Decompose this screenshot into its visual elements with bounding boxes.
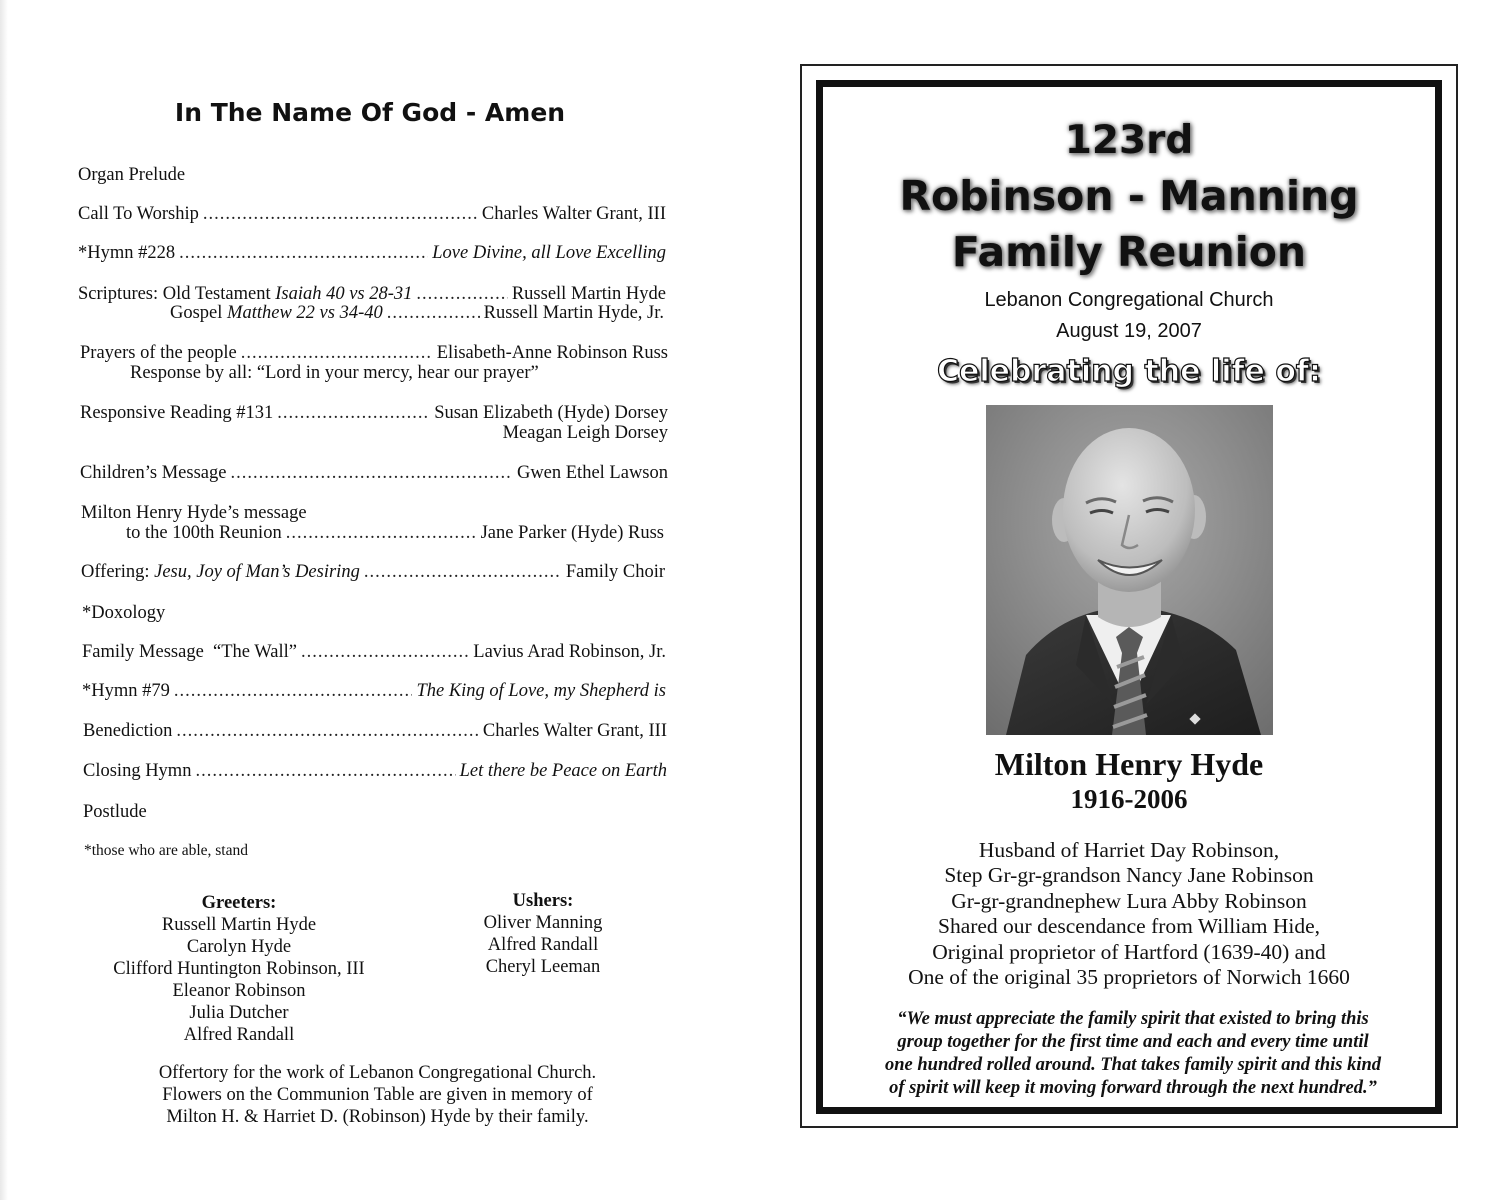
offertory-note (100, 1062, 655, 1128)
prayers-line (80, 343, 668, 363)
note-line: Offertory for the work of Lebanon Congregational Church. (158, 1063, 597, 1083)
leader-dots (203, 204, 478, 224)
bio-line: Gr-gr-grandnephew Lura Abby Robinson (951, 888, 1307, 913)
program-heading: In The Name Of God - Amen (174, 98, 566, 127)
scripture-ref: Isaiah 40 vs 28-31 (275, 284, 413, 304)
call-to-worship-line (78, 204, 666, 224)
leader-dots (176, 721, 478, 741)
bio-line: Original proprietor of Hartford (1639-40) and (932, 939, 1326, 964)
greeters-heading: Greeters: (201, 893, 277, 913)
doxology: *Doxology (82, 603, 166, 623)
bio-line: One of the original 35 proprietors of Norwich 1660 (908, 965, 1350, 990)
list-item: Alfred Randall (487, 935, 599, 955)
reunion-title: Family Reunion (951, 228, 1307, 276)
item-label: Prayers of the people (80, 343, 237, 363)
offering-label: Offering: (81, 562, 150, 582)
item-person: Charles Walter Grant, III (481, 204, 666, 224)
item-person: Russell Martin Hyde, Jr. (483, 303, 664, 323)
note-line: Milton H. & Harriet D. (Robinson) Hyde by their family. (166, 1107, 589, 1127)
leader-dots (364, 562, 562, 582)
item-label (78, 284, 412, 304)
hymn-title: The King of Love, my Shepherd is (416, 681, 666, 701)
event-date: August 19, 2007 (1056, 320, 1202, 342)
item-label: to the 100th Reunion (126, 523, 282, 543)
item-label (170, 303, 383, 323)
quote-line: of spirit will keep it moving forward through the next hundred.” (889, 1078, 1377, 1098)
list-item: Eleanor Robinson (172, 981, 306, 1001)
hymn-79-line (82, 681, 666, 701)
gospel-label: Gospel (170, 303, 223, 323)
benediction-line (83, 721, 667, 741)
honoree-portrait (986, 405, 1273, 735)
note-line: Flowers on the Communion Table are given in memory of (162, 1085, 593, 1105)
leader-dots (174, 681, 413, 701)
quote-line: “We must appreciate the family spirit that existed to bring this (897, 1009, 1369, 1029)
family-message-line (82, 642, 666, 662)
item-label: *Hymn #79 (82, 681, 170, 701)
item-person: Elisabeth-Anne Robinson Russ (436, 343, 668, 363)
portrait-photo (986, 405, 1273, 735)
quote-line: group together for the first time and each and every time until (897, 1032, 1369, 1052)
honoree-name: Milton Henry Hyde (994, 746, 1264, 782)
leader-dots (241, 343, 433, 363)
item-person: Charles Walter Grant, III (482, 721, 667, 741)
bio-line: Step Gr-gr-grandson Nancy Jane Robinson (944, 863, 1314, 888)
leader-dots (277, 403, 430, 423)
item-label: Closing Hymn (83, 761, 192, 781)
postlude: Postlude (83, 802, 147, 822)
leader-dots (179, 243, 428, 263)
leader-dots (387, 303, 480, 323)
list-item: Clifford Huntington Robinson, III (113, 959, 365, 979)
scriptures-ot-line (78, 284, 666, 304)
celebrating-heading: Celebrating the life of: (937, 354, 1321, 389)
ushers-heading: Ushers: (512, 891, 574, 911)
item-person: Jane Parker (Hyde) Russ (480, 523, 664, 543)
honoree-bio (816, 838, 1442, 990)
item-label: Family Message “The Wall” (82, 642, 297, 662)
organ-prelude: Organ Prelude (78, 165, 186, 185)
item-label: Responsive Reading #131 (80, 403, 274, 423)
closing-hymn-line (83, 761, 667, 781)
list-item: Alfred Randall (183, 1025, 295, 1045)
hymn-title: Love Divine, all Love Excelling (432, 243, 666, 263)
bio-line: Husband of Harriet Day Robinson, (978, 838, 1280, 862)
item-person: Lavius Arad Robinson, Jr. (473, 642, 666, 662)
ushers-list (440, 890, 646, 978)
reunion-family-names: Robinson - Manning (899, 172, 1359, 220)
milton-message-line (126, 523, 664, 543)
list-item: Russell Martin Hyde (161, 915, 317, 935)
item-person: Russell Martin Hyde (511, 284, 666, 304)
hymn-title: Let there be Peace on Earth (459, 761, 667, 781)
list-item: Julia Dutcher (189, 1003, 289, 1023)
item-label: Call To Worship (78, 204, 199, 224)
scriptures-gospel-line (170, 303, 664, 323)
item-label (81, 562, 360, 582)
honoree-years: 1916-2006 (1070, 784, 1188, 814)
list-item: Carolyn Hyde (186, 937, 292, 957)
hymn-228-line (78, 243, 666, 263)
list-item: Oliver Manning (483, 913, 603, 933)
item-label: *Hymn #228 (78, 243, 176, 263)
item-person: Family Choir (565, 562, 665, 582)
prayer-response: Response by all: “Lord in your mercy, hear our prayer” (130, 363, 539, 383)
leader-dots (416, 284, 507, 304)
leader-dots (286, 523, 477, 543)
childrens-message-line (80, 463, 668, 483)
milton-message-label: Milton Henry Hyde’s message (81, 503, 307, 523)
responsive-reading-line (80, 403, 668, 423)
stand-note: *those who are able, stand (84, 842, 248, 859)
leader-dots (230, 463, 513, 483)
item-person-secondary: Meagan Leigh Dorsey (502, 423, 668, 443)
quote-line: one hundred rolled around. That takes family spirit and this kind (885, 1055, 1381, 1075)
scriptures-label: Scriptures: Old Testament (78, 284, 271, 304)
list-item: Cheryl Leeman (485, 957, 601, 977)
offering-title: Jesu, Joy of Man’s Desiring (154, 562, 360, 582)
item-person: Gwen Ethel Lawson (516, 463, 668, 483)
reunion-ordinal: 123rd (1064, 118, 1194, 163)
scripture-ref: Matthew 22 vs 34-40 (227, 303, 383, 323)
greeters-list (60, 892, 418, 1046)
item-label: Children’s Message (80, 463, 227, 483)
honoree-quote (846, 1008, 1420, 1100)
offering-line (81, 562, 665, 582)
leader-dots (195, 761, 455, 781)
bio-line: Shared our descendance from William Hide, (937, 914, 1321, 939)
item-person: Susan Elizabeth (Hyde) Dorsey (434, 403, 668, 423)
venue: Lebanon Congregational Church (984, 289, 1274, 311)
item-label: Benediction (83, 721, 173, 741)
leader-dots (301, 642, 469, 662)
